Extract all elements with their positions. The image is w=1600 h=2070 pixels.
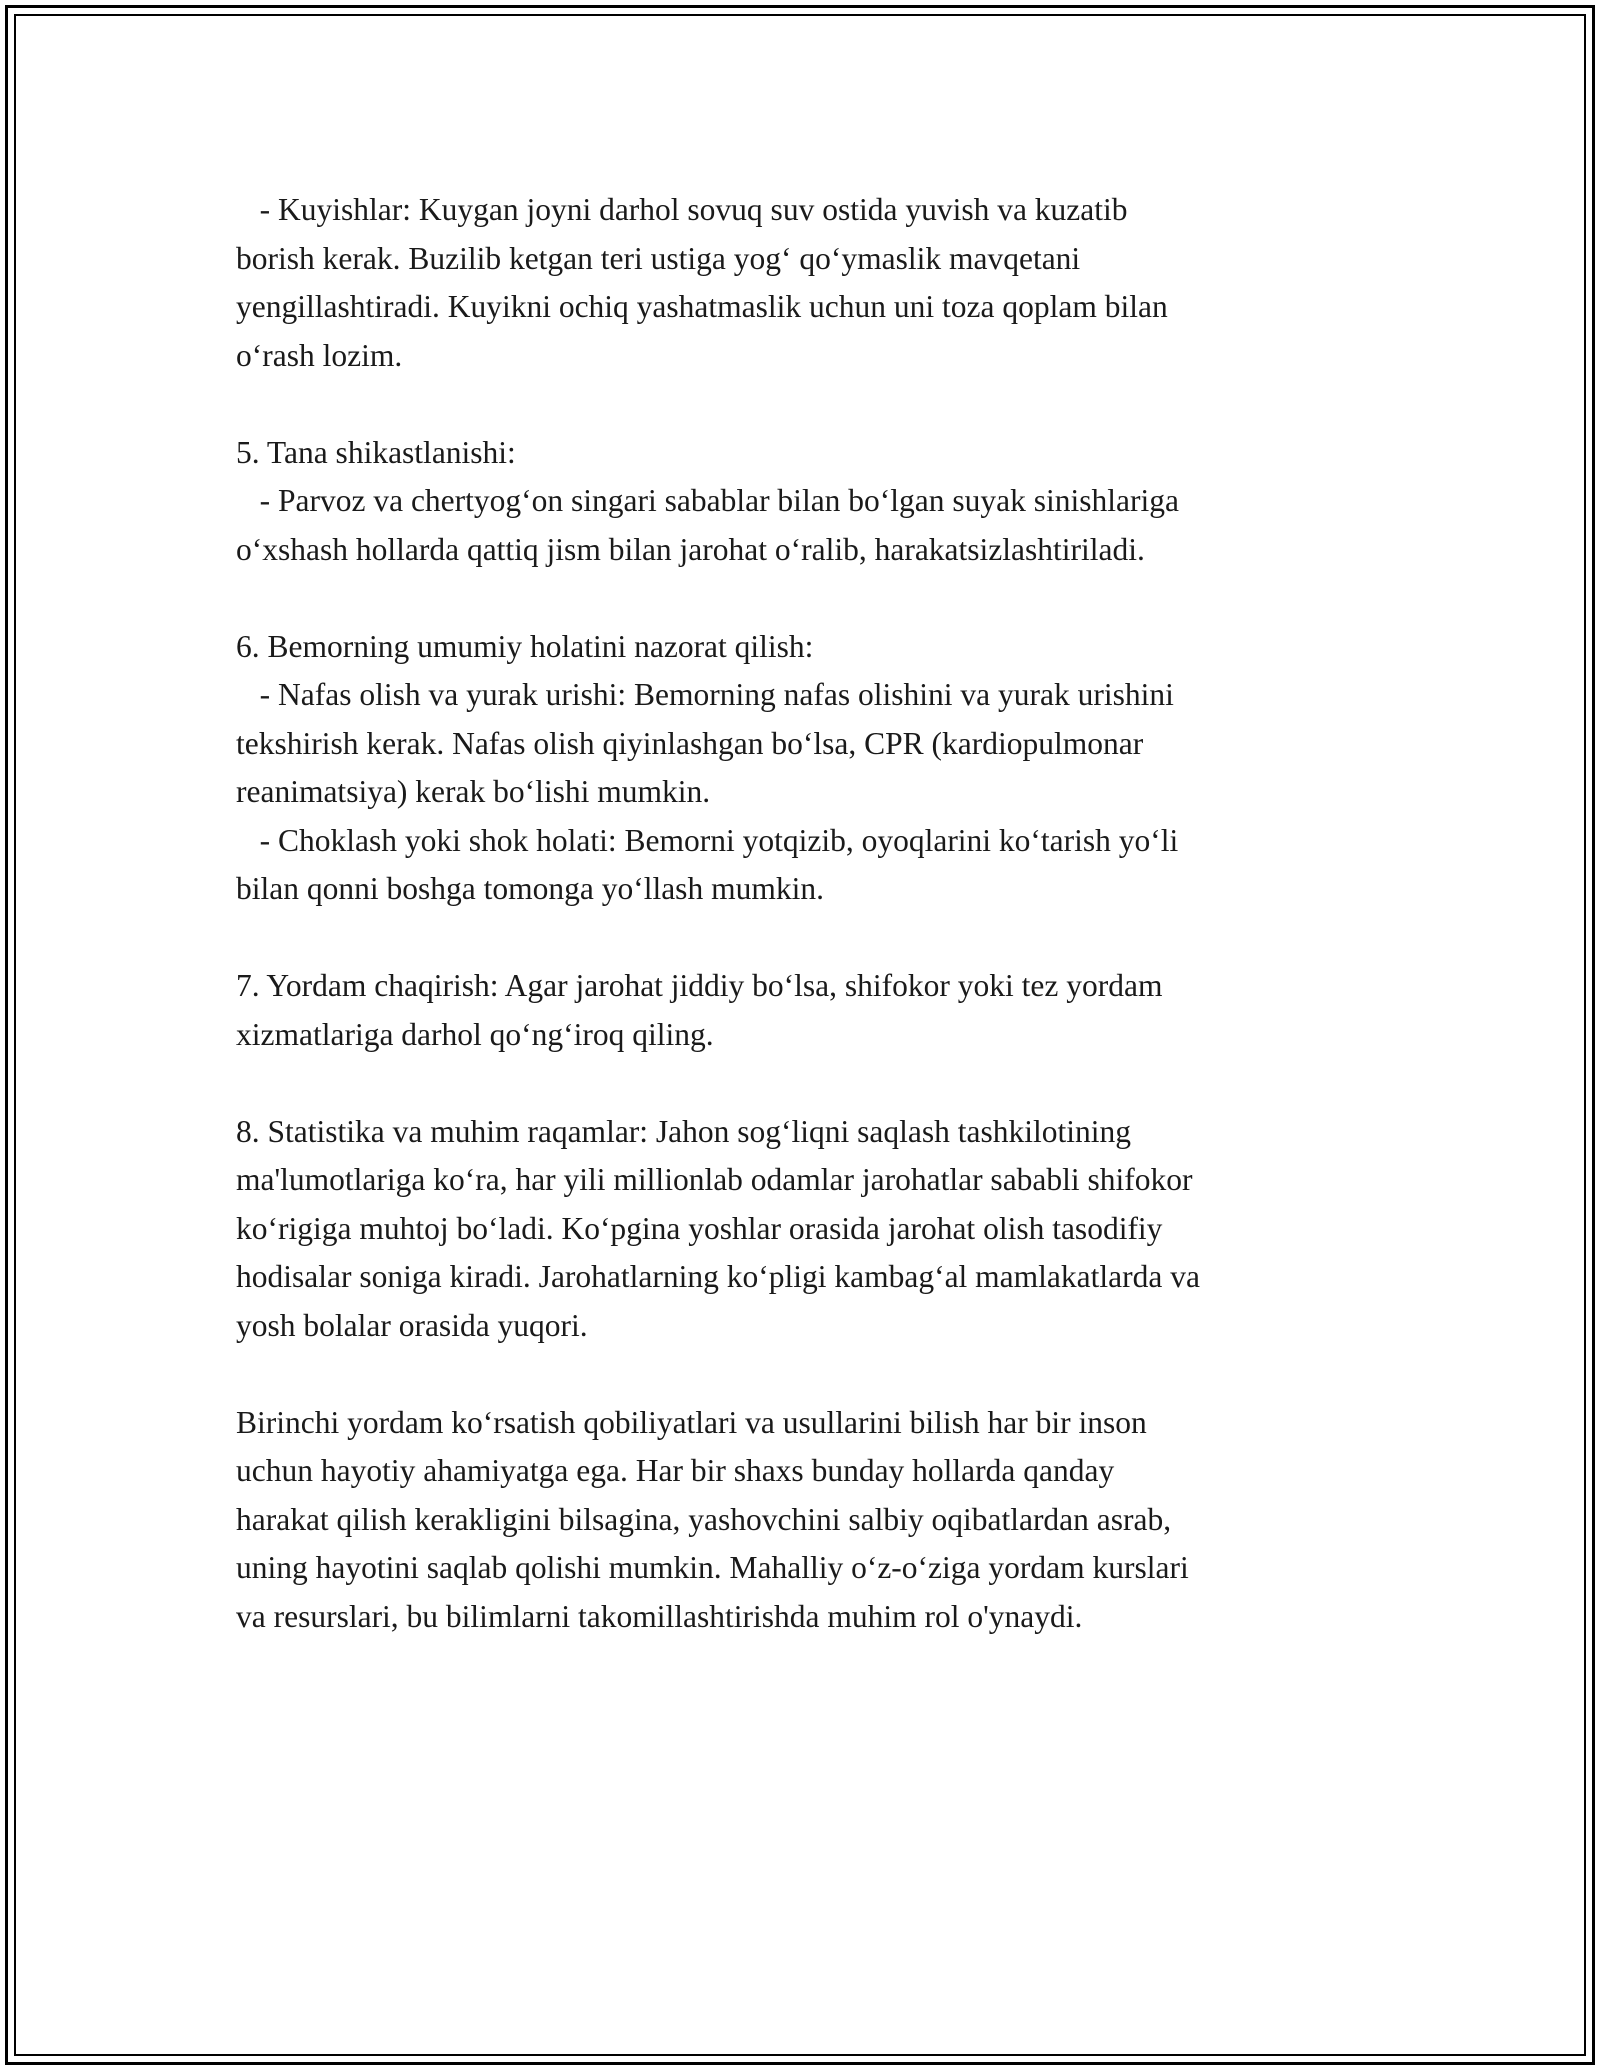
paragraph-spacer — [236, 914, 1366, 963]
paragraph-call-help — [236, 962, 1366, 1059]
text-line: o‘rash lozim. — [236, 337, 403, 373]
text-line: reanimatsiya) kerak bo‘lishi mumkin. — [236, 774, 711, 809]
section-heading: 7. Yordam chaqirish: Agar jarohat jiddiy bo‘lsa, shifokor yoki tez yordam — [236, 968, 1163, 1003]
paragraph-spacer — [236, 574, 1366, 623]
text-line: Birinchi yordam ko‘rsatish qobiliyatlari va usullarini bilish har bir inson — [236, 1404, 1147, 1440]
text-line: - Kuyishlar: Kuygan joyni darhol sovuq suv ostida yuvish va kuzatib — [236, 192, 1128, 227]
text-line: o‘xshash hollarda qattiq jism bilan jarohat o‘ralib, harakatsizlashtiriladi. — [236, 531, 1145, 567]
text-line: ko‘rigiga muhtoj bo‘ladi. Ko‘pgina yoshlar orasida jarohat olish tasodifiy — [236, 1210, 1163, 1246]
text-line: harakat qilish kerakligini bilsagina, yashovchini salbiy oqibatlardan asrab, — [236, 1501, 1172, 1537]
text-line: borish kerak. Buzilib ketgan teri ustiga yog‘ qo‘ymaslik mavqetani — [236, 240, 1081, 276]
section-heading: 8. Statistika va muhim raqamlar: Jahon sog‘liqni saqlash tashkilotining — [236, 1113, 1132, 1149]
paragraph-body-injury — [236, 429, 1366, 575]
text-line: - Nafas olish va yurak urishi: Bemorning nafas olishini va yurak urishini — [236, 677, 1174, 712]
text-line: uchun hayotiy ahamiyatga ega. Har bir shaxs bunday hollarda qanday — [236, 1453, 1115, 1488]
text-line: va resurslari, bu bilimlarni takomillashtirishda muhim rol o'ynaydi. — [236, 1598, 1083, 1634]
paragraph-spacer — [236, 1059, 1366, 1108]
document-body — [236, 186, 1366, 1641]
text-line: hodisalar soniga kiradi. Jarohatlarning ko‘pligi kambag‘al mamlakatlarda va — [236, 1259, 1200, 1294]
text-line: - Choklash yoki shok holati: Bemorni yotqizib, oyoqlarini ko‘tarish yo‘li — [236, 822, 1179, 858]
text-line: bilan qonni boshga tomonga yo‘llash mumkin. — [236, 871, 824, 906]
paragraph-burns — [236, 186, 1366, 380]
paragraph-spacer — [236, 1350, 1366, 1399]
text-line: tekshirish kerak. Nafas olish qiyinlashgan bo‘lsa, CPR (kardiopulmonar — [236, 725, 1144, 761]
text-line: xizmatlariga darhol qo‘ng‘iroq qiling. — [236, 1016, 714, 1052]
text-line: ma'lumotlariga ko‘ra, har yili millionlab odamlar jarohatlar sababli shifokor — [236, 1162, 1193, 1197]
text-line: uning hayotini saqlab qolishi mumkin. Mahalliy o‘z-o‘ziga yordam kurslari — [236, 1550, 1189, 1585]
paragraph-patient-monitoring — [236, 623, 1366, 914]
paragraph-statistics — [236, 1108, 1366, 1351]
section-heading: 5. Tana shikastlanishi: — [236, 434, 516, 470]
paragraph-conclusion — [236, 1399, 1366, 1642]
text-line: yosh bolalar orasida yuqori. — [236, 1307, 588, 1343]
text-line: - Parvoz va chertyog‘on singari sabablar bilan bo‘lgan suyak sinishlariga — [236, 483, 1179, 518]
paragraph-spacer — [236, 380, 1366, 429]
text-line: yengillashtiradi. Kuyikni ochiq yashatmaslik uchun uni toza qoplam bilan — [236, 289, 1168, 324]
section-heading: 6. Bemorning umumiy holatini nazorat qilish: — [236, 628, 814, 664]
